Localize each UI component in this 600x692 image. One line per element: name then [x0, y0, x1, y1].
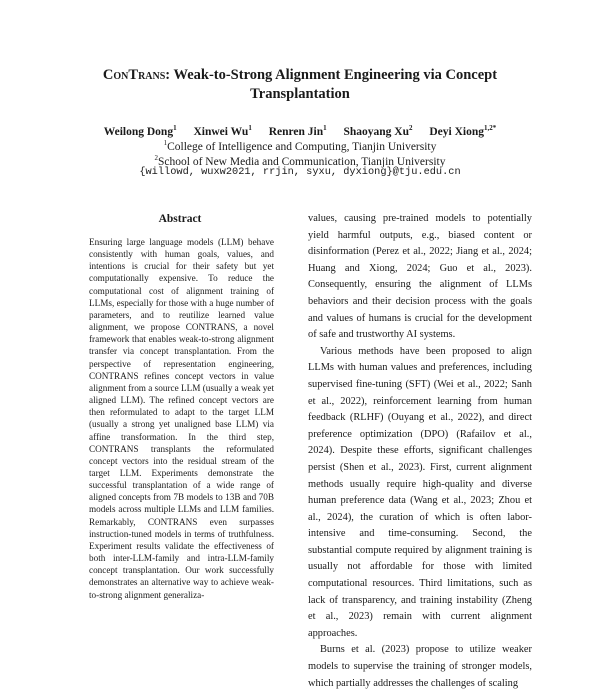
- paper-title: [60, 66, 540, 104]
- author: Xinwei Wu$^1$: [193, 124, 252, 138]
- author-emails: {willowd, wuxw2021, rrjin, syxu, dyxiong}@tju.edu.cn: [139, 166, 461, 178]
- author: Deyi Xiong$^{1,2*}$: [429, 124, 497, 138]
- affiliation: $^2$School of New Media and Communication, Tianjin University: [154, 154, 446, 168]
- affiliation: $^1$College of Intelligence and Computing, Tianjin University: [163, 139, 437, 153]
- abstract-body: Ensuring large language models (LLM) behave consistently with human goals, values, and intentions is crucial for their safety but yet computationally expensive. To reduce the computational cost of alignment training of LLMs, especially for those with a huge number of parameters, and to reutilize learned value alignment, we propose CONTRANS, a novel framework that enables weak-to-strong alignment transfer via concept transplantation. From the perspective of representation engineering, CONTRANS refines concept vectors in value alignment from a source LLM (usually a weak yet aligned LLM). The refined concept vectors are then reformulated to adapt to the target LLM (usually a strong yet unaligned base LLM) via affine transformation. In the third step, CONTRANS transplants the reformulated concept vectors into the residual stream of the target LLM. Experiments demonstrate the successful transplantation of a wide range of aligned concepts from 7B models to 13B and 70B models across multiple LLMs and LLM families. Remarkably, CONTRANS even surpasses instruction-tuned models in terms of truthfulness. Experiment results validate the effectiveness of both inter-LLM-family and intra-LLM-family concept transplantation. Our work successfully demonstrates an alternative way to achieve weak-to-strong alignment generaliza-: [89, 237, 274, 600]
- intro-paragraph: values, causing pre-trained models to potentially yield harmful outputs, e.g., biased content or disinformation (Perez et al., 2022; Jiang et al., 2024; Huang and Xiong, 2024; Guo et al., 2023). Consequently, ensuring the alignment of LLMs behaviors and their decision process with the goals and values of humans is crucial for the development of safe and trustworthy AI systems.: [308, 213, 532, 341]
- paper-title-rest: : Weak-to-Strong Alignment Engineering via Concept Transplantation: [165, 67, 498, 102]
- introduction-text: [308, 211, 532, 689]
- author: Weilong Dong$^1$: [103, 124, 177, 138]
- author: Shaoyang Xu$^2$: [343, 124, 413, 138]
- author: Renren Jin$^1$: [268, 124, 327, 138]
- paper-title-name: ConTrans: [102, 67, 166, 83]
- intro-paragraph: Burns et al. (2023) propose to utilize weaker models to supervise the training of stronger models, which partially addresses the challenges of scaling: [308, 644, 532, 689]
- intro-paragraph: Various methods have been proposed to align LLMs with human values and preferences, including supervised fine-tuning (SFT) (Wei et al., 2022; Sanh et al., 2022), reinforcement learning from human feedback (RLHF) (Ouyang et al., 2022), and direct preference optimization (DPO) (Rafailov et al., 2024). Despite these efforts, significant challenges persist (Shen et al., 2023). First, current alignment methods usually require high-quality and diverse human preference data (Wang et al., 2023; Zhou et al., 2024), the curation of which is often labor-intensive and time-consuming. Second, the substantial compute required by alignment training is usually not affordable for those with limited computational resources. Third limitations, such as lack of transparency, and training instability (Zheng et al., 2023) remain with current alignment approaches.: [308, 345, 532, 639]
- abstract-heading: Abstract: [158, 213, 202, 225]
